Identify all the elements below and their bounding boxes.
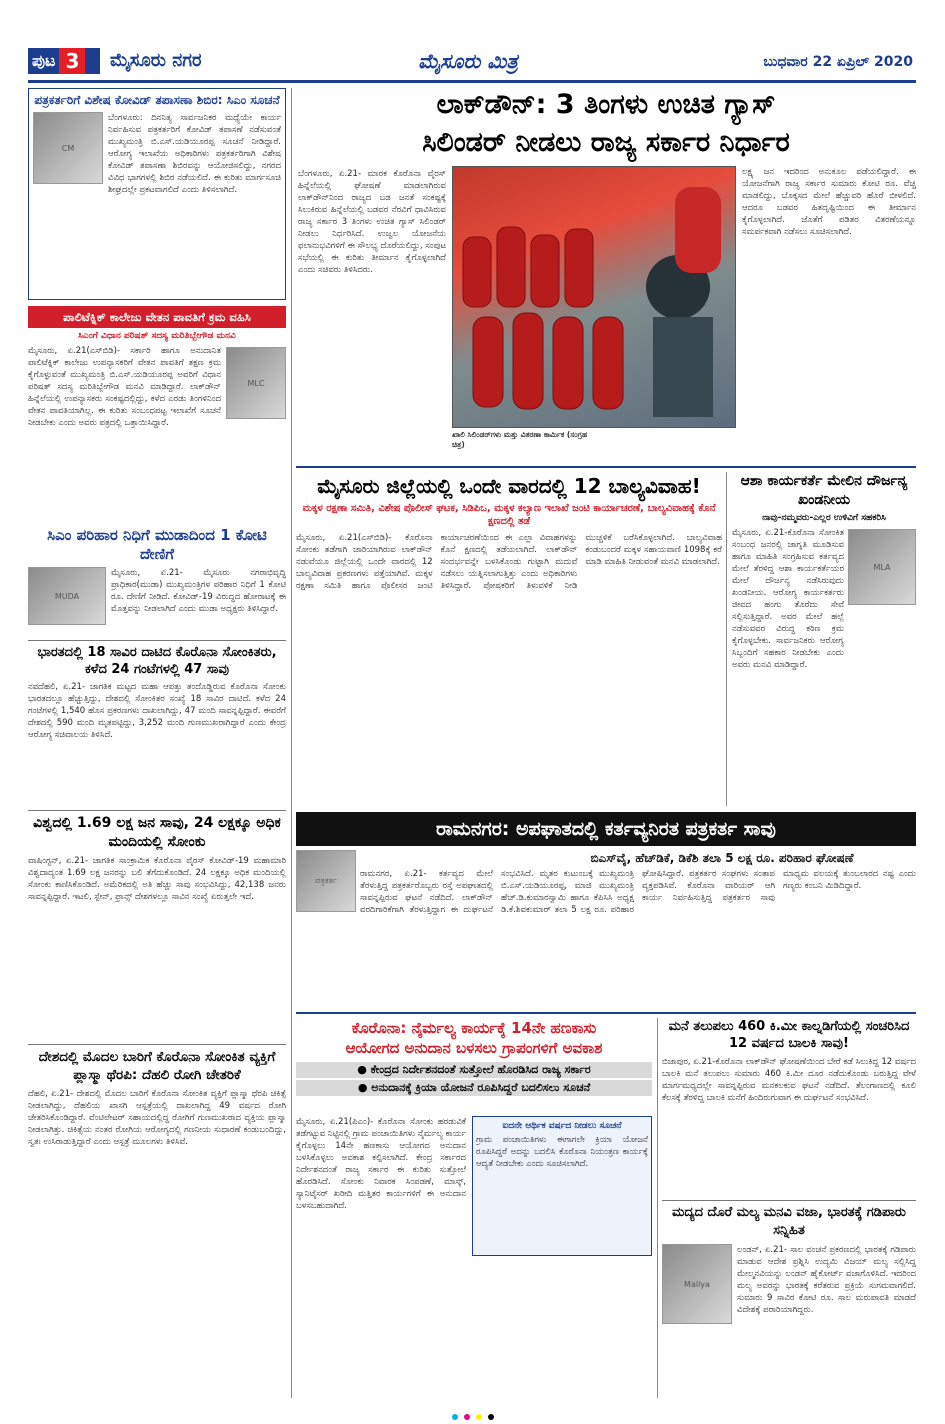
story-body: ಮೈಸೂರು, ಏ.21-ಕೊರೊನಾ ಸೋಂಕಿತ ಸಂಬಂಧ ಜನರಲ್ಲಿ ಜಾಗೃತಿ ಮೂಡಿಸುವ ಹಾಗೂ ಮಾಹಿತಿ ಸಂಗ್ರಹಿಸುವ ಕರ್ತವ್ಯದ ಮೇಲೆ ತೆರಳಿದ್ದ ಆಶಾ ಕಾರ್ಯಕರ್ತೆಯರ ಮೇಲೆ ದೌರ್ಜನ್ಯ ನಡೆಸಿರುವುದು ಖಂಡನೀಯ. ಆರೋಗ್ಯ ಕಾರ್ಯಕರ್ತರು ಜೀವದ ಹಂಗು ತೊರೆದು ಸೇವೆ ಸಲ್ಲಿಸುತ್ತಿದ್ದಾರೆ. ಅವರ ಮೇಲೆ ಹಲ್ಲೆ ನಡೆಸುವವರ ವಿರುದ್ಧ ಕಠಿಣ ಕ್ರಮ ಕೈಗೊಳ್ಳಬೇಕು. ಸಾರ್ವಜನಿಕರು ಆರೋಗ್ಯ ಸಿಬ್ಬಂದಿಗೆ ಸಹಕಾರ ನೀಡಬೇಕು ಎಂದು ಅವರು ಮನವಿ ಮಾಡಿದ್ದಾರೆ. bbox=[732, 528, 844, 670]
dateline: ಬುಧವಾರ 22 ಏಪ್ರಿಲ್ 2020 bbox=[763, 54, 913, 70]
story-asha-worker bbox=[732, 472, 916, 808]
lead-headline bbox=[296, 86, 916, 164]
subhead: ನಾವು-ನಮ್ಮವರು-ಎಲ್ಲರ ಉಳಿವಿಗೆ ಸಹಕರಿಸಿ bbox=[762, 513, 886, 523]
page-label: ಪುಟ bbox=[32, 51, 56, 70]
story-body: ಲಂಡನ್, ಏ.21- ಸಾಲ ವಂಚನೆ ಪ್ರಕರಣದಲ್ಲಿ ಭಾರತಕ್ಕೆ ಗಡಿಪಾರು ಮಾಡುವ ಆದೇಶ ಪ್ರಶ್ನಿಸಿ ಉದ್ಯಮಿ ವಿಜಯ್ ಮಲ್ಯ ಸಲ್ಲಿಸಿದ್ದ ಮೇಲ್ಮನವಿಯನ್ನು ಲಂಡನ್ ಹೈಕೋರ್ಟ್ ವಜಾಗೊಳಿಸಿದೆ. ಇದರಿಂದ ಮಲ್ಯ ಅವರನ್ನು ಭಾರತಕ್ಕೆ ಕರೆತರುವ ಪ್ರಕ್ರಿಯೆ ಸುಗಮವಾಗಲಿದೆ. ಸುಮಾರು 9 ಸಾವಿರ ಕೋಟಿ ರೂ. ಸಾಲ ಮರುಪಾವತಿ ಮಾಡದೆ ವಿದೇಶಕ್ಕೆ ಪರಾರಿಯಾಗಿದ್ದರು. bbox=[737, 1245, 916, 1315]
bullet-point: ● ಅನುದಾನಕ್ಕೆ ಕ್ರಿಯಾ ಯೋಜನೆ ರೂಪಿಸಿದ್ದರೆ ಬದಲಿಸಲು ಸೂಚನೆ bbox=[296, 1080, 652, 1096]
divider bbox=[28, 640, 286, 641]
headline: ಪತ್ರಕರ್ತರಿಗೆ ವಿಶೇಷ ಕೋವಿಡ್ ತಪಾಸಣಾ ಶಿಬಿರ: ಸಿಎಂ ಸೂಚನೆ bbox=[34, 93, 280, 107]
page-number-badge bbox=[28, 48, 100, 74]
section-name: ಮೈಸೂರು ನಗರ bbox=[110, 50, 202, 71]
story-body: ಬೆಂಗಳೂರು: ದಿನನಿತ್ಯ ಸಾರ್ವಜನಿಕರ ಮಧ್ಯೆಯೇ ಕಾರ್ಯ ನಿರ್ವಹಿಸುವ ಪತ್ರಕರ್ತರಿಗೆ ಕೋವಿಡ್ ತಪಾಸಣೆ ನಡೆಸುವಂತೆ ಮುಖ್ಯಮಂತ್ರಿ ಬಿ.ಎಸ್.ಯಡಿಯೂರಪ್ಪ ಸೂಚನೆ ನೀಡಿದ್ದಾರೆ. ಆರೋಗ್ಯ ಇಲಾಖೆಯ ಅಧಿಕಾರಿಗಳು ಪತ್ರಕರ್ತರಿಗಾಗಿ ವಿಶೇಷ ಕೋವಿಡ್ ತಪಾಸಣಾ ಶಿಬಿರವನ್ನು ಆಯೋಜಿಸಲಿದ್ದು, ನಗರದ ವಿವಿಧ ಭಾಗಗಳಲ್ಲಿ ಶಿಬಿರ ನಡೆಯಲಿದೆ. ಈ ಕುರಿತು ಮಾರ್ಗಸೂಚಿ ಶೀಘ್ರದಲ್ಲೇ ಪ್ರಕಟವಾಗಲಿದೆ ಎಂದು ತಿಳಿಸಲಾಗಿದೆ. bbox=[108, 113, 281, 195]
bullet-text: ಕೇಂದ್ರದ ನಿರ್ದೇಶನದಂತೆ ಸುತ್ತೋಲೆ ಹೊರಡಿಸಿದ ರಾಜ್ಯ ಸರ್ಕಾರ bbox=[370, 1063, 591, 1076]
story-body: ಮೈಸೂರು, ಏ.21(ಪಿಎಂ)- ಕೊರೊನಾ ಸೋಂಕು ಹರಡುವಿಕೆ ತಡೆಗಟ್ಟುವ ನಿಟ್ಟಿನಲ್ಲಿ ಗ್ರಾಮ ಪಂಚಾಯಿತಿಗಳು ನೈರ್ಮಲ್ಯ ಕಾರ್ಯ ಕೈಗೊಳ್ಳಲು 14ನೇ ಹಣಕಾಸು ಆಯೋಗದ ಅನುದಾನ ಬಳಸಿಕೊಳ್ಳಲು ಅವಕಾಶ ಕಲ್ಪಿಸಲಾಗಿದೆ. ಕೇಂದ್ರ ಸರ್ಕಾರದ ನಿರ್ದೇಶನದಂತೆ ರಾಜ್ಯ ಸರ್ಕಾರ ಈ ಕುರಿತು ಸುತ್ತೋಲೆ ಹೊರಡಿಸಿದೆ. ಸೋಂಕು ನಿವಾರಕ ಸಿಂಪಡಣೆ, ಮಾಸ್ಕ್, ಸ್ಯಾನಿಟೈಸರ್ ಖರೀದಿ ಮತ್ತಿತರ ಕಾರ್ಯಗಳಿಗೆ ಈ ಅನುದಾನ ಬಳಸಬಹುದಾಗಿದೆ. bbox=[296, 1117, 466, 1211]
bullet-point: ● ಕೇಂದ್ರದ ನಿರ್ದೇಶನದಂತೆ ಸುತ್ತೋಲೆ ಹೊರಡಿಸಿದ ರಾಜ್ಯ ಸರ್ಕಾರ bbox=[296, 1062, 652, 1078]
headline: ಮದ್ಯದ ದೊರೆ ಮಲ್ಯ ಮನವಿ ವಜಾ, ಭಾರತಕ್ಕೆ ಗಡಿಪಾರು ಸನ್ನಿಹಿತ bbox=[672, 1205, 906, 1238]
lead-body-left: ಬೆಂಗಳೂರು, ಏ.21- ಮಾರಕ ಕೊರೊನಾ ವೈರಸ್ ಹಿನ್ನೆಲೆಯಲ್ಲಿ ಘೋಷಣೆ ಮಾಡಲಾಗಿರುವ ಲಾಕ್‌ಡೌನ್‌ನಿಂದ ರಾಜ್ಯದ ಬಡ ಜನತೆ ಸಂಕಷ್ಟಕ್ಕೆ ಸಿಲುಕಿರುವ ಹಿನ್ನೆಲೆಯಲ್ಲಿ ಬಡವರ ನೆರವಿಗೆ ಧಾವಿಸಿರುವ ರಾಜ್ಯ ಸರ್ಕಾರ 3 ತಿಂಗಳು ಉಚಿತ ಗ್ಯಾಸ್ ಸಿಲಿಂಡರ್ ನೀಡಲು ನಿರ್ಧರಿಸಿದೆ. ಉಜ್ವಲ ಯೋಜನೆಯ ಫಲಾನುಭವಿಗಳಿಗೆ ಈ ಸೌಲಭ್ಯ ದೊರೆಯಲಿದ್ದು, ಸಂಪುಟ ಸಭೆಯಲ್ಲಿ ಈ ಕುರಿತು ತೀರ್ಮಾನ ಕೈಗೊಳ್ಳಲಾಗಿದೆ ಎಂದು ಸಚಿವರು ತಿಳಿಸಿದರು. bbox=[298, 169, 446, 275]
headline: ಮೈಸೂರು ಜಿಲ್ಲೆಯಲ್ಲಿ ಒಂದೇ ವಾರದಲ್ಲಿ 12 ಬಾಲ್ಯವಿವಾಹ! bbox=[317, 474, 701, 498]
headline-line1: ಕೊರೊನಾ: ನೈರ್ಮಲ್ಯ ಕಾರ್ಯಕ್ಕೆ 14ನೇ ಹಣಕಾಸು bbox=[351, 1019, 597, 1037]
headline: ಪಾಲಿಟೆಕ್ನಿಕ್ ಕಾಲೇಜು ವೇತನ ಪಾವತಿಗೆ ಕ್ರಮ ವಹಿಸಿ bbox=[28, 306, 286, 328]
box-body: ಗ್ರಾಮ ಪಂಚಾಯಿತಿಗಳು ಈಗಾಗಲೇ ಕ್ರಿಯಾ ಯೋಜನೆ ರೂಪಿಸಿದ್ದರೆ ಅದನ್ನು ಬದಲಿಸಿ ಕೊರೊನಾ ನಿಯಂತ್ರಣ ಕಾರ್ಯಕ್ಕೆ ಆದ್ಯತೆ ನೀಡಬೇಕು ಎಂದು ಸೂಚಿಸಲಾಗಿದೆ. bbox=[476, 1135, 648, 1169]
box-title: ಐದನೇ ಆರ್ಥಿಕ ವರ್ಷದ ನೀಡಲು ಸೂಚನೆ bbox=[502, 1121, 622, 1131]
story-body: ರಾಮನಗರ, ಏ.21- ಕರ್ತವ್ಯದ ಮೇಲೆ ತೆರಳುತ್ತಿದ್ದ ಪತ್ರಕರ್ತರೊಬ್ಬರು ರಸ್ತೆ ಅಪಘಾತದಲ್ಲಿ ಸಾವನ್ನಪ್ಪಿರುವ ಘಟನೆ ನಡೆದಿದೆ. ಲಾಕ್‌ಡೌನ್ ವರದಿಗಾರಿಕೆಗಾಗಿ ತೆರಳುತ್ತಿದ್ದಾಗ ಈ ದುರ್ಘಟನೆ ಸಂಭವಿಸಿದೆ. ಮೃತರ ಕುಟುಂಬಕ್ಕೆ ಮುಖ್ಯಮಂತ್ರಿ ಬಿ.ಎಸ್.ಯಡಿಯೂರಪ್ಪ, ಮಾಜಿ ಮುಖ್ಯಮಂತ್ರಿ ಹೆಚ್.ಡಿ.ಕುಮಾರಸ್ವಾಮಿ ಹಾಗೂ ಕೆಪಿಸಿಸಿ ಅಧ್ಯಕ್ಷ ಡಿ.ಕೆ.ಶಿವಕುಮಾರ್ ತಲಾ 5 ಲಕ್ಷ ರೂ. ಪರಿಹಾರ ಘೋಷಿಸಿದ್ದಾರೆ. ಪತ್ರಕರ್ತರ ಸಂಘಗಳು ಸಂತಾಪ ವ್ಯಕ್ತಪಡಿಸಿವೆ. ಕೊರೊನಾ ವಾರಿಯರ್ ಆಗಿ ಕಾರ್ಯ ನಿರ್ವಹಿಸುತ್ತಿದ್ದ ಪತ್ರಕರ್ತರ ಸಾವು ಮಾಧ್ಯಮ ವಲಯಕ್ಕೆ ತುಂಬಲಾರದ ನಷ್ಟ ಎಂದು ಗಣ್ಯರು ಕಂಬನಿ ಮಿಡಿದಿದ್ದಾರೆ. bbox=[360, 869, 916, 915]
photo-caption: ಖಾಲಿ ಸಿಲಿಂಡರ್‌ಗಳು ಮತ್ತು ವಿತರಣಾ ಕಾರ್ಮಿಕ (ಸಂಗ್ರಹ ಚಿತ್ರ) bbox=[452, 430, 588, 449]
lead-body-right: ಲಕ್ಷ್ಯ ಜನ ಇದರಿಂದ ಅನುಕೂಲ ಪಡೆಯಲಿದ್ದಾರೆ. ಈ ಯೋಜನೆಗಾಗಿ ರಾಜ್ಯ ಸರ್ಕಾರ ಸುಮಾರು ಕೋಟಿ ರೂ. ವೆಚ್ಚ ಮಾಡಲಿದ್ದು, ಬೊಕ್ಕಸದ ಮೇಲೆ ಹೆಚ್ಚುವರಿ ಹೊರೆ ಬೀಳಲಿದೆ. ಆದರೂ ಬಡವರ ಹಿತದೃಷ್ಟಿಯಿಂದ ಈ ತೀರ್ಮಾನ ಕೈಗೊಳ್ಳಲಾಗಿದೆ. ಜೊತೆಗೆ ಪಡಿತರ ವಿತರಣೆಯನ್ನೂ ಸಮರ್ಪಕವಾಗಿ ನಡೆಸಲು ಸೂಚಿಸಲಾಗಿದೆ. bbox=[742, 167, 916, 237]
ramanagara-headline: ರಾಮನಗರ: ಅಪಘಾತದಲ್ಲಿ ಕರ್ತವ್ಯನಿರತ ಪತ್ರಕರ್ತ ಸಾವು bbox=[296, 812, 916, 846]
story-world-corona-deaths bbox=[28, 814, 286, 1040]
bullet-text: ಅನುದಾನಕ್ಕೆ ಕ್ರಿಯಾ ಯೋಜನೆ ರೂಪಿಸಿದ್ದರೆ ಬದಲಿಸಲು ಸೂಚನೆ bbox=[371, 1081, 591, 1094]
story-body: ಮೈಸೂರು, ಏ.21(ಎಸ್‌ಬಿಡಿ)- ಸರ್ಕಾರಿ ಹಾಗೂ ಅನುದಾನಿತ ಪಾಲಿಟೆಕ್ನಿಕ್ ಕಾಲೇಜು ಉಪನ್ಯಾಸಕರಿಗೆ ವೇತನ ಪಾವತಿಗೆ ತಕ್ಷಣ ಕ್ರಮ ಕೈಗೊಳ್ಳುವಂತೆ ಮುಖ್ಯಮಂತ್ರಿ ಬಿ.ಎಸ್.ಯಡಿಯೂರಪ್ಪ ಅವರಿಗೆ ವಿಧಾನ ಪರಿಷತ್ ಸದಸ್ಯ ಮರಿತಿಬ್ಬೇಗೌಡ ಮನವಿ ಮಾಡಿದ್ದಾರೆ. ಲಾಕ್‌ಡೌನ್ ಹಿನ್ನೆಲೆಯಲ್ಲಿ ಉಪನ್ಯಾಸಕರು ಸಂಕಷ್ಟದಲ್ಲಿದ್ದು, ಕಳೆದ ಎರಡು ತಿಂಗಳಿನಿಂದ ವೇತನ ಪಾವತಿಯಾಗಿಲ್ಲ. ಈ ಕುರಿತು ಸಂಬಂಧಪಟ್ಟ ಇಲಾಖೆಗೆ ಸೂಚನೆ ನೀಡಬೇಕು ಎಂದು ಅವರು ಪತ್ರದಲ್ಲಿ ಒತ್ತಾಯಿಸಿದ್ದಾರೆ. bbox=[28, 346, 221, 428]
headline-line2: ಆಯೋಗದ ಅನುದಾನ ಬಳಸಲು ಗ್ರಾಪಂಗಳಿಗೆ ಅವಕಾಶ bbox=[345, 1039, 603, 1057]
story-muda-donation bbox=[28, 526, 286, 636]
story-sanitation-grant bbox=[296, 1018, 652, 1398]
subhead: ಸಿಎಂಗೆ ವಿಧಾನ ಪರಿಷತ್ ಸದಸ್ಯ ಮರಿತಿಬ್ಬೇಗೌಡ ಮನವಿ bbox=[78, 331, 236, 341]
story-body: ದೆಹಲಿ, ಏ.21- ದೇಶದಲ್ಲಿ ಮೊದಲ ಬಾರಿಗೆ ಕೊರೊನಾ ಸೋಂಕಿತ ವ್ಯಕ್ತಿಗೆ ಪ್ಲಾಸ್ಮಾ ಥೆರಪಿ ಚಿಕಿತ್ಸೆ ನೀಡಲಾಗಿದ್ದು, ದೆಹಲಿಯ ಖಾಸಗಿ ಆಸ್ಪತ್ರೆಯಲ್ಲಿ ದಾಖಲಾಗಿದ್ದ 49 ವರ್ಷದ ರೋಗಿ ಚೇತರಿಸಿಕೊಂಡಿದ್ದಾರೆ. ವೆಂಟಿಲೇಟರ್ ಸಹಾಯದಲ್ಲಿದ್ದ ರೋಗಿಗೆ ಗುಣಮುಖರಾದ ವ್ಯಕ್ತಿಯ ಪ್ಲಾಸ್ಮಾ ನೀಡಲಾಗಿತ್ತು. ಚಿಕಿತ್ಸೆಯ ನಂತರ ರೋಗಿಯ ಆರೋಗ್ಯದಲ್ಲಿ ಗಣನೀಯ ಸುಧಾರಣೆ ಕಂಡುಬಂದಿದ್ದು, ಸ್ವತಃ ಉಸಿರಾಡುತ್ತಿದ್ದಾರೆ ಎಂದು ಆಸ್ಪತ್ರೆ ಮೂಲಗಳು ತಿಳಿಸಿವೆ. bbox=[28, 1089, 286, 1147]
headline: ಸಿಎಂ ಪರಿಹಾರ ನಿಧಿಗೆ ಮುಡಾದಿಂದ 1 ಕೋಟಿ ದೇಣಿಗೆ bbox=[47, 526, 267, 563]
magenta-dot-icon bbox=[464, 1414, 470, 1420]
yellow-dot-icon bbox=[476, 1414, 482, 1420]
cylinders-illustration bbox=[453, 167, 737, 429]
portrait-photo: ಪತ್ರಕರ್ತ bbox=[296, 850, 356, 912]
subhead: ಬಿಎಸ್‌ವೈ, ಹೆಚ್‌ಡಿಕೆ, ಡಿಕೆಶಿ ತಲಾ 5 ಲಕ್ಷ ರೂ. ಪರಿಹಾರ ಘೋಷಣೆ bbox=[590, 851, 854, 865]
headline: ಮನೆ ತಲುಪಲು 460 ಕಿ.ಮೀ ಕಾಲ್ನಡಿಗೆಯಲ್ಲಿ ಸಂಚರಿಸಿದ 12 ವರ್ಷದ ಬಾಲಕಿ ಸಾವು! bbox=[668, 1019, 910, 1051]
divider bbox=[28, 1044, 286, 1045]
registration-marks bbox=[0, 1410, 945, 1424]
building-photo: MUDA bbox=[28, 567, 106, 625]
story-body: ನವದೆಹಲಿ, ಏ.21- ಜಾಗತಿಕ ಮಟ್ಟದ ಮಹಾ ಆಪತ್ತು ತಂದೊಡ್ಡಿರುವ ಕೊರೊನಾ ಸೋಂಕು ಭಾರತದಲ್ಲೂ ಹೆಚ್ಚುತ್ತಿದ್ದು, ದೇಶದಲ್ಲಿ ಸೋಂಕಿತರ ಸಂಖ್ಯೆ 18 ಸಾವಿರ ದಾಟಿದೆ. ಕಳೆದ 24 ಗಂಟೆಗಳಲ್ಲಿ 1,540 ಹೊಸ ಪ್ರಕರಣಗಳು ದಾಖಲಾಗಿದ್ದು, 47 ಮಂದಿ ಸಾವನ್ನಪ್ಪಿದ್ದಾರೆ. ಈವರೆಗೆ ದೇಶದಲ್ಲಿ 590 ಮಂದಿ ಮೃತಪಟ್ಟಿದ್ದು, 3,252 ಮಂದಿ ಗುಣಮುಖರಾಗಿದ್ದಾರೆ ಎಂದು ಕೇಂದ್ರ ಆರೋಗ್ಯ ಸಚಿವಾಲಯ ತಿಳಿಸಿದೆ. bbox=[28, 682, 286, 740]
headline: ವಿಶ್ವದಲ್ಲಿ 1.69 ಲಕ್ಷ ಜನ ಸಾವು, 24 ಲಕ್ಷಕ್ಕೂ ಅಧಿಕ ಮಂದಿಯಲ್ಲಿ ಸೋಂಕು bbox=[33, 815, 281, 850]
story-ramanagara-journalist bbox=[296, 850, 916, 1006]
subhead: ಮಕ್ಕಳ ರಕ್ಷಣಾ ಸಮಿತಿ, ವಿಶೇಷ ಪೊಲೀಸ್ ಘಟಕ, ಸಿಡಿಪಿಒ, ಮಕ್ಕಳ ಕಲ್ಯಾಣ ಇಲಾಖೆ ಜಂಟಿ ಕಾರ್ಯಾಚರಣೆ, ಬಾಲ್ಯವಿವಾಹಕ್ಕೆ ಕೊನೆ ಕ್ಷಣದಲ್ಲಿ ತಡೆ bbox=[302, 503, 716, 527]
story-body: ಮೈಸೂರು, ಏ.21(ಎಸ್‌ಬಿಡಿ)- ಕೊರೊನಾ ಸೋಂಕು ತಡೆಗಾಗಿ ಜಾರಿಯಾಗಿರುವ ಲಾಕ್‌ಡೌನ್ ನಡುವೆಯೂ ಜಿಲ್ಲೆಯಲ್ಲಿ ಒಂದೇ ವಾರದಲ್ಲಿ 12 ಬಾಲ್ಯವಿವಾಹ ಪ್ರಕರಣಗಳು ಪತ್ತೆಯಾಗಿವೆ. ಮಕ್ಕಳ ರಕ್ಷಣಾ ಸಮಿತಿ ಹಾಗೂ ಪೊಲೀಸರ ಜಂಟಿ ಕಾರ್ಯಾಚರಣೆಯಿಂದ ಈ ಎಲ್ಲಾ ವಿವಾಹಗಳನ್ನು ಕೊನೆ ಕ್ಷಣದಲ್ಲಿ ತಡೆಯಲಾಗಿದೆ. ಲಾಕ್‌ಡೌನ್ ಸಂದರ್ಭವನ್ನೇ ಬಳಸಿಕೊಂಡು ಗುಟ್ಟಾಗಿ ಮದುವೆ ನಡೆಸಲು ಯತ್ನಿಸಲಾಗುತ್ತಿತ್ತು ಎಂದು ಅಧಿಕಾರಿಗಳು ತಿಳಿಸಿದ್ದಾರೆ. ಪೋಷಕರಿಗೆ ತಿಳುವಳಿಕೆ ನೀಡಿ ಮುಚ್ಚಳಿಕೆ ಬರೆಸಿಕೊಳ್ಳಲಾಗಿದೆ. ಬಾಲ್ಯವಿವಾಹ ಕಂಡುಬಂದರೆ ಮಕ್ಕಳ ಸಹಾಯವಾಣಿ 1098ಕ್ಕೆ ಕರೆ ಮಾಡಿ ಮಾಹಿತಿ ನೀಡುವಂತೆ ಮನವಿ ಮಾಡಲಾಗಿದೆ. bbox=[296, 533, 722, 591]
story-body: ಮೈಸೂರು, ಏ.21- ಮೈಸೂರು ನಗರಾಭಿವೃದ್ಧಿ ಪ್ರಾಧಿಕಾರ(ಮುಡಾ) ಮುಖ್ಯಮಂತ್ರಿಗಳ ಪರಿಹಾರ ನಿಧಿಗೆ 1 ಕೋಟಿ ರೂ. ದೇಣಿಗೆ ನೀಡಿದೆ. ಕೋವಿಡ್-19 ವಿರುದ್ಧದ ಹೋರಾಟಕ್ಕೆ ಈ ಮೊತ್ತವನ್ನು ನೀಡಲಾಗಿದೆ ಎಂದು ಮುಡಾ ಅಧ್ಯಕ್ಷರು ತಿಳಿಸಿದ್ದಾರೆ. bbox=[111, 568, 286, 614]
black-dot-icon bbox=[488, 1414, 494, 1420]
masthead-rule bbox=[28, 80, 916, 83]
headline: ಆಶಾ ಕಾರ್ಯಕರ್ತೆ ಮೇಲಿನ ದೌರ್ಜನ್ಯ ಖಂಡನೀಯ bbox=[740, 473, 908, 508]
cyan-dot-icon bbox=[452, 1414, 458, 1420]
lead-headline-line2: ಸಿಲಿಂಡರ್ ನೀಡಲು ರಾಜ್ಯ ಸರ್ಕಾರ ನಿರ್ಧಾರ bbox=[422, 127, 790, 158]
story-mallya-extradition bbox=[662, 1204, 916, 1398]
story-body: ವಾಷಿಂಗ್ಟನ್, ಏ.21- ಜಾಗತಿಕ ಸಾಂಕ್ರಾಮಿಕ ಕೊರೊನಾ ವೈರಸ್ ಕೋವಿಡ್-19 ಮಹಾಮಾರಿ ವಿಶ್ವದಾದ್ಯಂತ 1.69 ಲಕ್ಷ ಜನರನ್ನು ಬಲಿ ತೆಗೆದುಕೊಂಡಿದೆ. 24 ಲಕ್ಷಕ್ಕೂ ಅಧಿಕ ಮಂದಿಯಲ್ಲಿ ಸೋಂಕು ಕಾಣಿಸಿಕೊಂಡಿದೆ. ಅಮೆರಿಕದಲ್ಲಿ ಅತಿ ಹೆಚ್ಚು ಸಾವು ಸಂಭವಿಸಿದ್ದು, 42,138 ಜನರು ಸಾವನ್ನಪ್ಪಿದ್ದಾರೆ. ಇಟಲಿ, ಸ್ಪೇನ್, ಫ್ರಾನ್ಸ್ ದೇಶಗಳಲ್ಲೂ ಸಾವಿನ ಸಂಖ್ಯೆ ಏರುತ್ತಲೇ ಇದೆ. bbox=[28, 856, 286, 902]
newspaper-logo: ಮೈಸೂರು ಮಿತ್ರ bbox=[418, 49, 518, 73]
story-plasma-therapy bbox=[28, 1048, 286, 1398]
headline: ಭಾರತದಲ್ಲಿ 18 ಸಾವಿರ ದಾಟಿದ ಕೊರೊನಾ ಸೋಂಕಿತರು, ಕಳೆದ 24 ಗಂಟೆಗಳಲ್ಲಿ 47 ಸಾವು bbox=[37, 645, 277, 677]
story-child-marriage bbox=[296, 472, 722, 808]
story-india-corona-cases bbox=[28, 644, 286, 806]
story-body: ಬಿಜಾಪುರ, ಏ.21-ಕೊರೊನಾ ಲಾಕ್‌ಡೌನ್ ಘೋಷಣೆಯಿಂದ ಬೇರೆ ಕಡೆ ಸಿಲುಕಿದ್ದ 12 ವರ್ಷದ ಬಾಲಕಿ ಮನೆ ತಲುಪಲು ಸುಮಾರು 460 ಕಿ.ಮೀ ದೂರ ನಡೆದುಕೊಂಡು ಬರುತ್ತಿದ್ದ ವೇಳೆ ಮಾರ್ಗಮಧ್ಯದಲ್ಲೇ ಸಾವನ್ನಪ್ಪಿರುವ ಮನಕಲಕುವ ಘಟನೆ ನಡೆದಿದೆ. ತೆಲಂಗಾಣದಲ್ಲಿ ಕೂಲಿ ಕೆಲಸಕ್ಕೆ ತೆರಳಿದ್ದ ಬಾಲಕಿ ಮನೆಗೆ ಹಿಂದಿರುಗುವಾಗ ಈ ದುರ್ಘಟನೆ ಸಂಭವಿಸಿದೆ. bbox=[662, 1057, 916, 1103]
portrait-photo: MLA bbox=[848, 529, 916, 605]
portrait-photo: Mallya bbox=[662, 1244, 732, 1324]
masthead bbox=[28, 44, 916, 80]
portrait-photo: CM bbox=[33, 112, 103, 184]
section-rule bbox=[296, 466, 916, 468]
column-rule bbox=[291, 88, 292, 1398]
lead-body-mid bbox=[596, 430, 736, 460]
page-number: 3 bbox=[59, 48, 85, 74]
lead-headline-line1: ಲಾಕ್‌ಡೌನ್: 3 ತಿಂಗಳು ಉಚಿತ ಗ್ಯಾಸ್ bbox=[436, 89, 776, 120]
story-journalists-covid-test bbox=[28, 88, 286, 300]
portrait-photo: MLC bbox=[226, 347, 286, 419]
story-polytechnic-salary bbox=[28, 306, 286, 522]
divider bbox=[28, 810, 286, 811]
story-girl-walk-death bbox=[662, 1018, 916, 1198]
section-rule bbox=[296, 1012, 916, 1014]
gas-cylinder-photo bbox=[452, 166, 736, 428]
column-rule bbox=[726, 472, 727, 806]
headline: ದೇಶದಲ್ಲಿ ಮೊದಲ ಬಾರಿಗೆ ಕೊರೊನಾ ಸೋಂಕಿತ ವ್ಯಕ್ತಿಗೆ ಪ್ಲಾಸ್ಮಾ ಥೆರಪಿ: ದೆಹಲಿ ರೋಗಿ ಚೇತರಿಕೆ bbox=[38, 1049, 276, 1083]
divider bbox=[662, 1200, 916, 1201]
column-rule bbox=[657, 1018, 658, 1398]
info-box bbox=[472, 1116, 652, 1256]
